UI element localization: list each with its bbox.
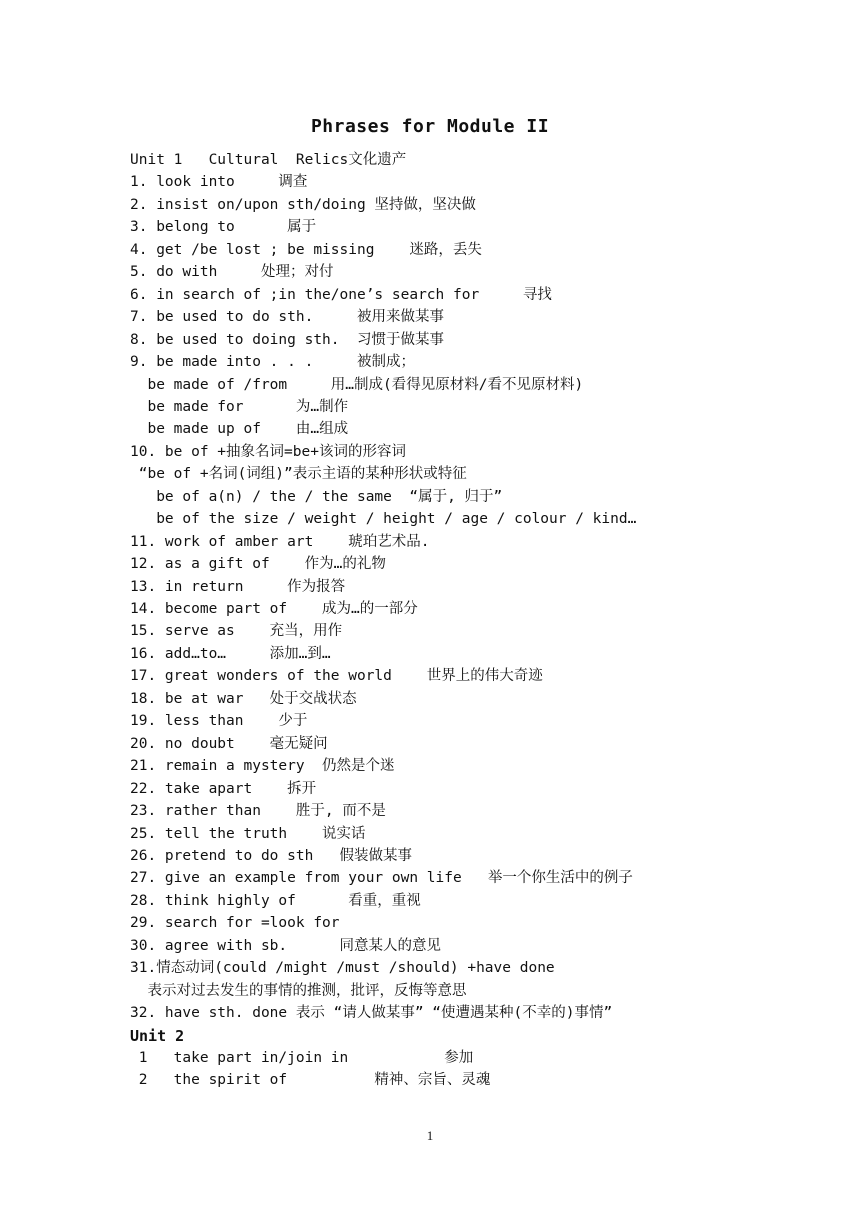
phrase-line: 10. be of +抽象名词=be+该词的形容词 [130, 443, 406, 460]
phrase-line: 12. as a gift of 作为…的礼物 [130, 556, 386, 573]
phrase-line: be made up of 由…组成 [130, 421, 349, 438]
phrase-line: 8. be used to doing sth. 习惯于做某事 [130, 331, 444, 348]
phrase-line: be made of /from 用…制成(看得见原材料/看不见原材料) [130, 376, 584, 393]
phrase-line: 22. take apart 拆开 [130, 780, 317, 797]
phrase-line: 11. work of amber art 琥珀艺术品. [130, 533, 430, 550]
phrase-line: 23. rather than 胜于, 而不是 [130, 803, 386, 820]
phrase-line: 30. agree with sb. 同意某人的意见 [130, 937, 442, 954]
phrase-line: 15. serve as 充当，用作 [130, 623, 343, 640]
phrase-line: be of a(n) / the / the same “属于, 归于” [130, 488, 503, 505]
phrase-line: 18. be at war 处于交战状态 [130, 690, 357, 707]
phrase-line: 6. in search of ;in the/one’s search for 寻找 [130, 286, 552, 303]
phrase-line: 1 take part in/join in 参加 [130, 1050, 474, 1066]
phrase-line: 3. belong to 属于 [130, 219, 317, 236]
phrase-line: 14. become part of 成为…的一部分 [130, 601, 418, 617]
phrase-line: 28. think highly of 看重，重视 [130, 892, 421, 909]
phrase-line: 4. get /be lost ; be missing 迷路，丢失 [130, 241, 482, 258]
phrase-line: 32. have sth. done 表示 “请人做某事” “使遭遇某种(不幸的)事情” [130, 1005, 613, 1022]
phrase-line: be of the size / weight / height / age / colour / kind… [130, 511, 637, 528]
unit-heading: Unit 1 Cultural Relics文化遗产 [130, 152, 407, 168]
unit-heading: Unit 2 [130, 1026, 185, 1045]
page-number: 1 [426, 1128, 434, 1143]
phrase-line: 2 the spirit of 精神、宗旨、灵魂 [130, 1072, 491, 1089]
phrase-line: 1. look into 调查 [130, 174, 308, 191]
phrase-line: be made for 为…制作 [130, 398, 349, 415]
phrase-line: 27. give an example from your own life 举一个你生活中的例子 [130, 870, 633, 887]
phrase-line: 17. great wonders of the world 世界上的伟大奇迹 [130, 668, 543, 685]
phrase-line: 13. in return 作为报答 [130, 578, 346, 595]
phrase-line: 25. tell the truth 说实话 [130, 825, 366, 842]
phrase-line: “be of +名词(词组)”表示主语的某种形状或特征 [130, 466, 467, 483]
phrase-line: 26. pretend to do sth 假装做某事 [130, 847, 413, 864]
phrase-line: 9. be made into . . . 被制成； [130, 354, 415, 371]
phrase-line: 31.情态动词(could /might /must /should) +have done [130, 960, 555, 977]
phrase-line: 5. do with 处理；对付 [130, 264, 334, 281]
phrase-line: 2. insist on/upon sth/doing 坚持做，坚决做 [130, 196, 476, 213]
page-title: Phrases for Module II [310, 116, 550, 137]
phrase-line: 21. remain a mystery 仍然是个迷 [130, 758, 395, 775]
phrase-line: 20. no doubt 毫无疑问 [130, 735, 328, 752]
phrase-line: 29. search for =look for [130, 915, 340, 932]
phrase-line: 7. be used to do sth. 被用来做某事 [130, 309, 444, 326]
phrase-line: 表示对过去发生的事情的推测，批评，反悔等意思 [130, 982, 467, 999]
phrase-line: 16. add…to… 添加…到… [130, 645, 331, 662]
phrase-line: 19. less than 少于 [130, 713, 308, 730]
